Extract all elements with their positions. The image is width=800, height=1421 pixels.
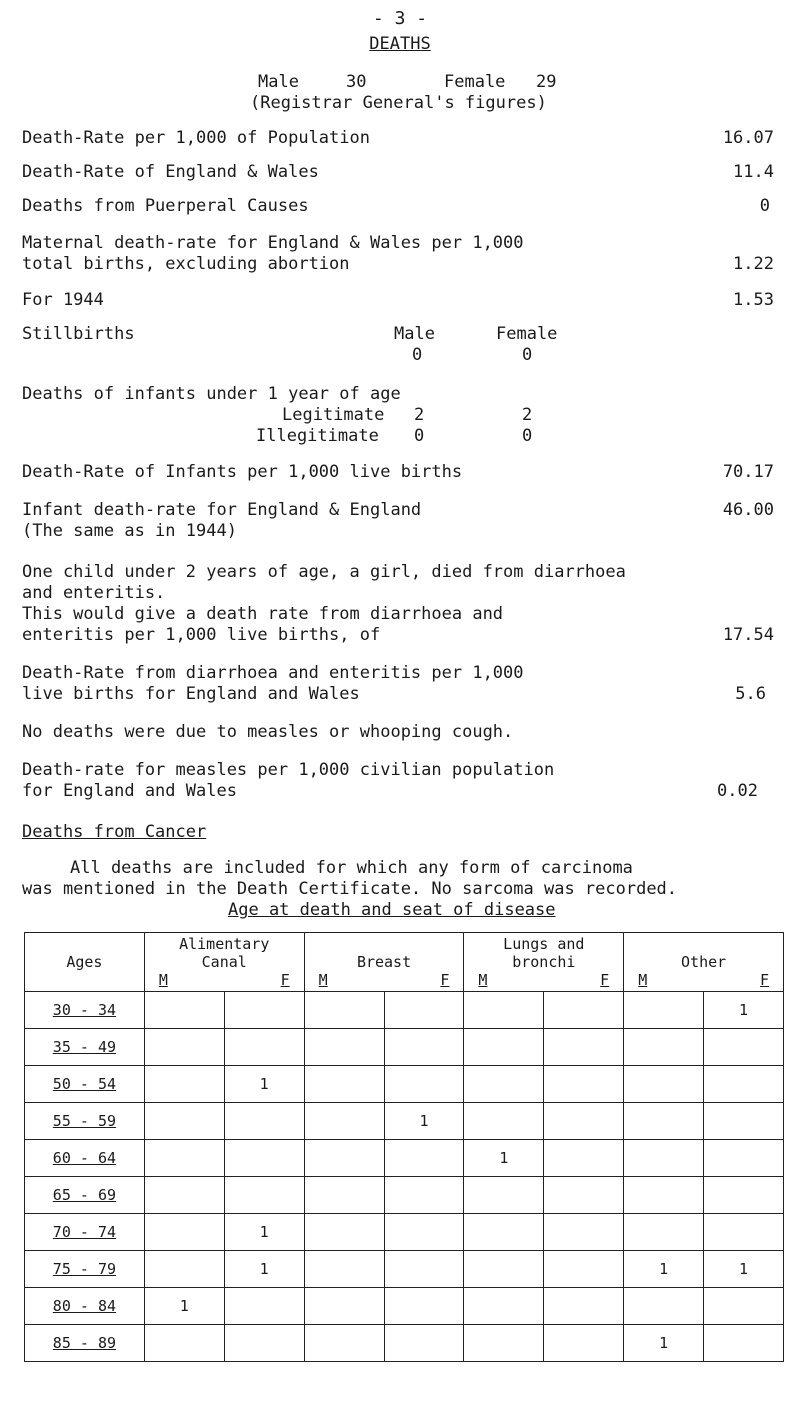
- registrar-source: (Registrar General's figures): [250, 93, 547, 113]
- count-cell: [544, 1066, 624, 1103]
- table-row: [25, 1214, 784, 1251]
- count-cell: [544, 1140, 624, 1177]
- count-cell: 1: [704, 992, 784, 1029]
- breast-header: Breast M F: [304, 933, 464, 992]
- table-header-row: [25, 933, 784, 992]
- count-cell: [544, 992, 624, 1029]
- count-cell: [304, 1029, 384, 1066]
- count-cell: [624, 1214, 704, 1251]
- count-cell: [464, 1214, 544, 1251]
- stat-label: Maternal death-rate for England & Wales per 1,000: [22, 233, 524, 253]
- table-row: [25, 1325, 784, 1362]
- diarrhoea-note: This would give a death rate from diarrhoea and: [22, 604, 504, 624]
- count-cell: [384, 1140, 464, 1177]
- count-cell: [224, 1177, 304, 1214]
- count-cell: 1: [224, 1251, 304, 1288]
- count-cell: [704, 1066, 784, 1103]
- cancer-paragraph: All deaths are included for which any form of carcinoma: [70, 858, 633, 878]
- count-cell: [704, 1140, 784, 1177]
- measles-note: No deaths were due to measles or whooping cough.: [22, 722, 514, 742]
- count-cell: [384, 1029, 464, 1066]
- diarrhoea-ew-value: 5.6: [735, 684, 766, 704]
- count-cell: [304, 1177, 384, 1214]
- count-cell: [144, 992, 224, 1029]
- count-cell: [704, 1029, 784, 1066]
- table-row: [25, 1029, 784, 1066]
- infant-rate-value: 70.17: [722, 462, 774, 482]
- illegitimate-male: 0: [414, 426, 425, 446]
- count-cell: [304, 1325, 384, 1362]
- count-cell: [624, 1288, 704, 1325]
- stat-label: For 1944: [22, 290, 104, 310]
- count-cell: [624, 992, 704, 1029]
- stillbirths-female-label: Female: [496, 324, 558, 344]
- count-cell: 1: [224, 1214, 304, 1251]
- page-number: - 3 -: [372, 8, 428, 29]
- stat-value: 0: [759, 196, 770, 216]
- count-cell: [384, 1066, 464, 1103]
- stillbirths-male-label: Male: [394, 324, 435, 344]
- alimentary-header: Alimentary Canal M F: [144, 933, 304, 992]
- count-cell: [224, 1103, 304, 1140]
- infant-rate-ew-value: 46.00: [722, 500, 774, 520]
- count-cell: 1: [624, 1325, 704, 1362]
- count-cell: [544, 1251, 624, 1288]
- table-row: [25, 992, 784, 1029]
- diarrhoea-note: and enteritis.: [22, 583, 166, 603]
- count-cell: [544, 1214, 624, 1251]
- count-cell: [144, 1066, 224, 1103]
- count-cell: [464, 1288, 544, 1325]
- count-cell: [464, 1251, 544, 1288]
- legitimate-male: 2: [414, 405, 425, 425]
- count-cell: [384, 1288, 464, 1325]
- measles-ew-value: 0.02: [717, 781, 758, 801]
- count-cell: [304, 1214, 384, 1251]
- count-cell: [224, 992, 304, 1029]
- cancer-heading: Deaths from Cancer: [22, 822, 207, 842]
- age-cell: 80 - 84: [25, 1288, 145, 1325]
- stat-label: Deaths from Puerperal Causes: [22, 196, 309, 216]
- stat-value: 1.22: [733, 254, 774, 274]
- table-row: [25, 1103, 784, 1140]
- count-cell: [704, 1103, 784, 1140]
- count-cell: [464, 992, 544, 1029]
- count-cell: [544, 1029, 624, 1066]
- infant-rate-ew-label: Infant death-rate for England & England: [22, 500, 422, 520]
- count-cell: [384, 1177, 464, 1214]
- table-row: [25, 1140, 784, 1177]
- age-cell: 70 - 74: [25, 1214, 145, 1251]
- count-cell: [144, 1251, 224, 1288]
- count-cell: [624, 1066, 704, 1103]
- table-row: [25, 1177, 784, 1214]
- age-cell: 65 - 69: [25, 1177, 145, 1214]
- count-cell: [624, 1029, 704, 1066]
- count-cell: 1: [704, 1251, 784, 1288]
- diarrhoea-ew-label-cont: live births for England and Wales: [22, 684, 360, 704]
- count-cell: [384, 1214, 464, 1251]
- count-cell: [624, 1140, 704, 1177]
- count-cell: 1: [384, 1103, 464, 1140]
- count-cell: [544, 1103, 624, 1140]
- male-label: Male: [258, 72, 299, 92]
- count-cell: [304, 1103, 384, 1140]
- count-cell: [304, 1288, 384, 1325]
- count-cell: [544, 1177, 624, 1214]
- stat-value: 1.53: [733, 290, 774, 310]
- count-cell: [464, 1177, 544, 1214]
- female-count: 29: [536, 72, 557, 92]
- female-label: Female: [444, 72, 506, 92]
- diarrhoea-value: 17.54: [722, 625, 774, 645]
- count-cell: 1: [624, 1251, 704, 1288]
- table-row: [25, 1288, 784, 1325]
- count-cell: [304, 1251, 384, 1288]
- age-cell: 35 - 49: [25, 1029, 145, 1066]
- diarrhoea-note: enteritis per 1,000 live births, of: [22, 625, 381, 645]
- count-cell: [144, 1325, 224, 1362]
- age-cell: 55 - 59: [25, 1103, 145, 1140]
- count-cell: [384, 1251, 464, 1288]
- count-cell: [144, 1103, 224, 1140]
- diarrhoea-ew-label: Death-Rate from diarrhoea and enteritis per 1,000: [22, 663, 524, 683]
- age-cell: 85 - 89: [25, 1325, 145, 1362]
- count-cell: [464, 1325, 544, 1362]
- count-cell: [144, 1029, 224, 1066]
- diarrhoea-note: One child under 2 years of age, a girl, died from diarrhoea: [22, 562, 626, 582]
- legitimate-label: Legitimate: [282, 405, 385, 425]
- count-cell: 1: [464, 1140, 544, 1177]
- stillbirths-label: Stillbirths: [22, 324, 135, 344]
- count-cell: [144, 1177, 224, 1214]
- cancer-paragraph: was mentioned in the Death Certificate. No sarcoma was recorded.: [22, 879, 678, 899]
- stat-label-cont: total births, excluding abortion: [22, 254, 350, 274]
- count-cell: [224, 1325, 304, 1362]
- count-cell: [144, 1140, 224, 1177]
- count-cell: [384, 992, 464, 1029]
- legitimate-female: 2: [522, 405, 533, 425]
- male-count: 30: [346, 72, 367, 92]
- count-cell: [624, 1177, 704, 1214]
- count-cell: [304, 1140, 384, 1177]
- count-cell: [384, 1325, 464, 1362]
- count-cell: [144, 1214, 224, 1251]
- infant-rate-label: Death-Rate of Infants per 1,000 live births: [22, 462, 463, 482]
- age-cell: 60 - 64: [25, 1140, 145, 1177]
- ages-header: Ages: [25, 933, 145, 992]
- table-row: [25, 1251, 784, 1288]
- count-cell: [544, 1325, 624, 1362]
- count-cell: [464, 1029, 544, 1066]
- stat-value: 16.07: [722, 128, 774, 148]
- stillbirths-female: 0: [522, 345, 533, 365]
- cancer-table-title: Age at death and seat of disease: [228, 900, 556, 920]
- count-cell: [704, 1288, 784, 1325]
- measles-ew-label: Death-rate for measles per 1,000 civilian population: [22, 760, 555, 780]
- count-cell: [224, 1029, 304, 1066]
- count-cell: 1: [224, 1066, 304, 1103]
- stat-label: Death-Rate per 1,000 of Population: [22, 128, 370, 148]
- infant-deaths-label: Deaths of infants under 1 year of age: [22, 384, 401, 404]
- count-cell: [224, 1140, 304, 1177]
- count-cell: [624, 1103, 704, 1140]
- count-cell: [704, 1214, 784, 1251]
- illegitimate-label: Illegitimate: [256, 426, 379, 446]
- cancer-table: [24, 932, 784, 1362]
- lungs-header: Lungs and bronchi M F: [464, 933, 624, 992]
- table-row: [25, 1066, 784, 1103]
- count-cell: [224, 1288, 304, 1325]
- stillbirths-male: 0: [412, 345, 423, 365]
- section-title: DEATHS: [369, 34, 431, 54]
- illegitimate-female: 0: [522, 426, 533, 446]
- count-cell: [304, 1066, 384, 1103]
- count-cell: [544, 1288, 624, 1325]
- age-cell: 75 - 79: [25, 1251, 145, 1288]
- count-cell: [464, 1066, 544, 1103]
- count-cell: 1: [144, 1288, 224, 1325]
- stat-value: 11.4: [733, 162, 774, 182]
- age-cell: 30 - 34: [25, 992, 145, 1029]
- count-cell: [704, 1325, 784, 1362]
- stat-label: Death-Rate of England & Wales: [22, 162, 319, 182]
- other-header: Other M F: [624, 933, 784, 992]
- count-cell: [304, 992, 384, 1029]
- count-cell: [464, 1103, 544, 1140]
- count-cell: [704, 1177, 784, 1214]
- age-cell: 50 - 54: [25, 1066, 145, 1103]
- infant-rate-ew-note: (The same as in 1944): [22, 521, 237, 541]
- measles-ew-label-cont: for England and Wales: [22, 781, 237, 801]
